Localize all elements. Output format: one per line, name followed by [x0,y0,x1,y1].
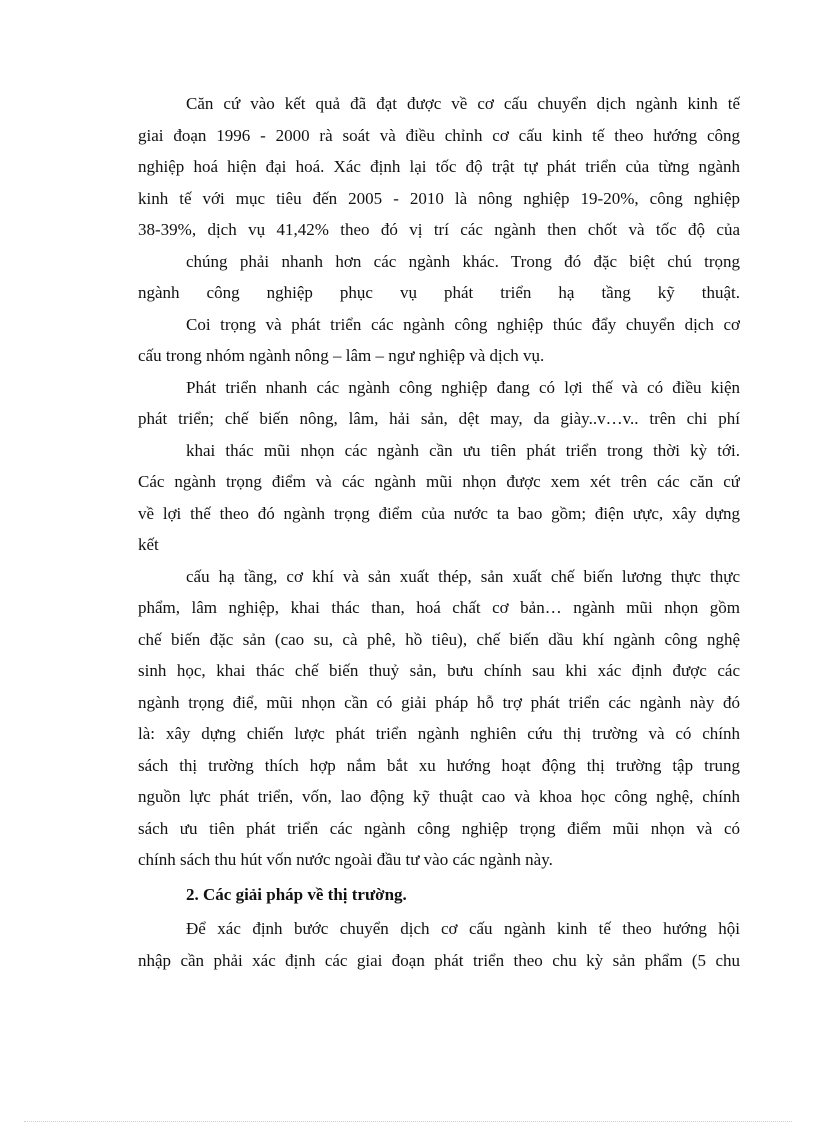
text-line: nhập cần phải xác định các giai đoạn phát triển theo chu kỳ sản phẩm (5 chu [138,950,740,970]
section-heading: 2. Các giải pháp về thị trường. [186,884,407,904]
text-line: chúng phải nhanh hơn các ngành khác. Trong đó đặc biệt chú trọng [186,251,740,271]
text-line: ngành công nghiệp phục vụ phát triển hạ tầng kỹ thuật. [138,283,740,302]
text-line: sách thị trường thích hợp nắm bắt xu hướng hoạt động thị trường tập trung [138,755,740,775]
text-line: nguồn lực phát triển, vốn, lao động kỹ thuật cao và khoa học công nghệ, chính [138,787,740,806]
text-line: là: xây dựng chiến lược phát triển ngành nghiên cứu thị trường và có chính [138,724,740,743]
text-line: sinh học, khai thác chế biến thuỷ sản, bưu chính sau khi xác định được các [138,661,740,680]
text-line: phẩm, lâm nghiệp, khai thác than, hoá chất cơ bản… ngành mũi nhọn gồm [138,598,740,617]
text-line: 38-39%, dịch vụ 41,42% theo đó vị trí các ngành then chốt và tốc độ của [138,220,740,239]
text-line: Các ngành trọng điểm và các ngành mũi nhọn được xem xét trên các căn cứ [138,472,740,491]
text-line: về lợi thế theo đó ngành trọng điểm của nước ta bao gồm; điện ưực, xây dựng [138,503,740,523]
text-line: phát triển; chế biến nông, lâm, hải sản, dệt may, da giày..v…v.. trên chi phí [138,409,740,428]
text-line: cấu trong nhóm ngành nông – lâm – ngư nghiệp và dịch vụ. [138,346,545,365]
text-line: khai thác mũi nhọn các ngành cần ưu tiên phát triển trong thời kỳ tới. [186,440,740,460]
text-line: giai đoạn 1996 - 2000 rà soát và điều chỉnh cơ cấu kinh tế theo hướng công [138,125,740,145]
text-line: kết [138,535,159,554]
text-line: sách ưu tiên phát triển các ngành công nghiệp trọng điểm mũi nhọn và có [138,818,740,838]
text-line: Căn cứ vào kết quả đã đạt được về cơ cấu chuyển dịch ngành kinh tế [186,94,740,113]
text-line: ngành trọng điể, mũi nhọn cần có giải pháp hỗ trợ phát triển các ngành này đó [138,692,740,712]
paragraph-block-after-heading [138,913,740,976]
text-line: kinh tế với mục tiêu đến 2005 - 2010 là nông nghiệp 19-20%, công nghiệp [138,188,740,208]
text-line: Phát triển nhanh các ngành công nghiệp đang có lợi thế và có điều kiện [186,377,740,397]
paragraph-block-main [138,88,740,876]
document-body [138,88,740,976]
text-line: chế biến đặc sản (cao su, cà phê, hồ tiêu), chế biến dầu khí ngành công nghệ [138,629,740,649]
text-line: cấu hạ tầng, cơ khí và sản xuất thép, sản xuất chế biến lương thực thực [186,566,740,586]
text-line: nghiệp hoá hiện đại hoá. Xác định lại tốc độ trật tự phát triển của từng ngành [138,157,740,176]
text-line: Coi trọng và phát triển các ngành công nghiệp thúc đẩy chuyển dịch cơ [186,314,740,334]
page-bottom-rule [24,1121,792,1122]
text-line: chính sách thu hút vốn nước ngoài đầu tư vào các ngành này. [138,850,553,869]
text-line: Để xác định bước chuyển dịch cơ cấu ngành kinh tế theo hướng hội [186,919,740,938]
